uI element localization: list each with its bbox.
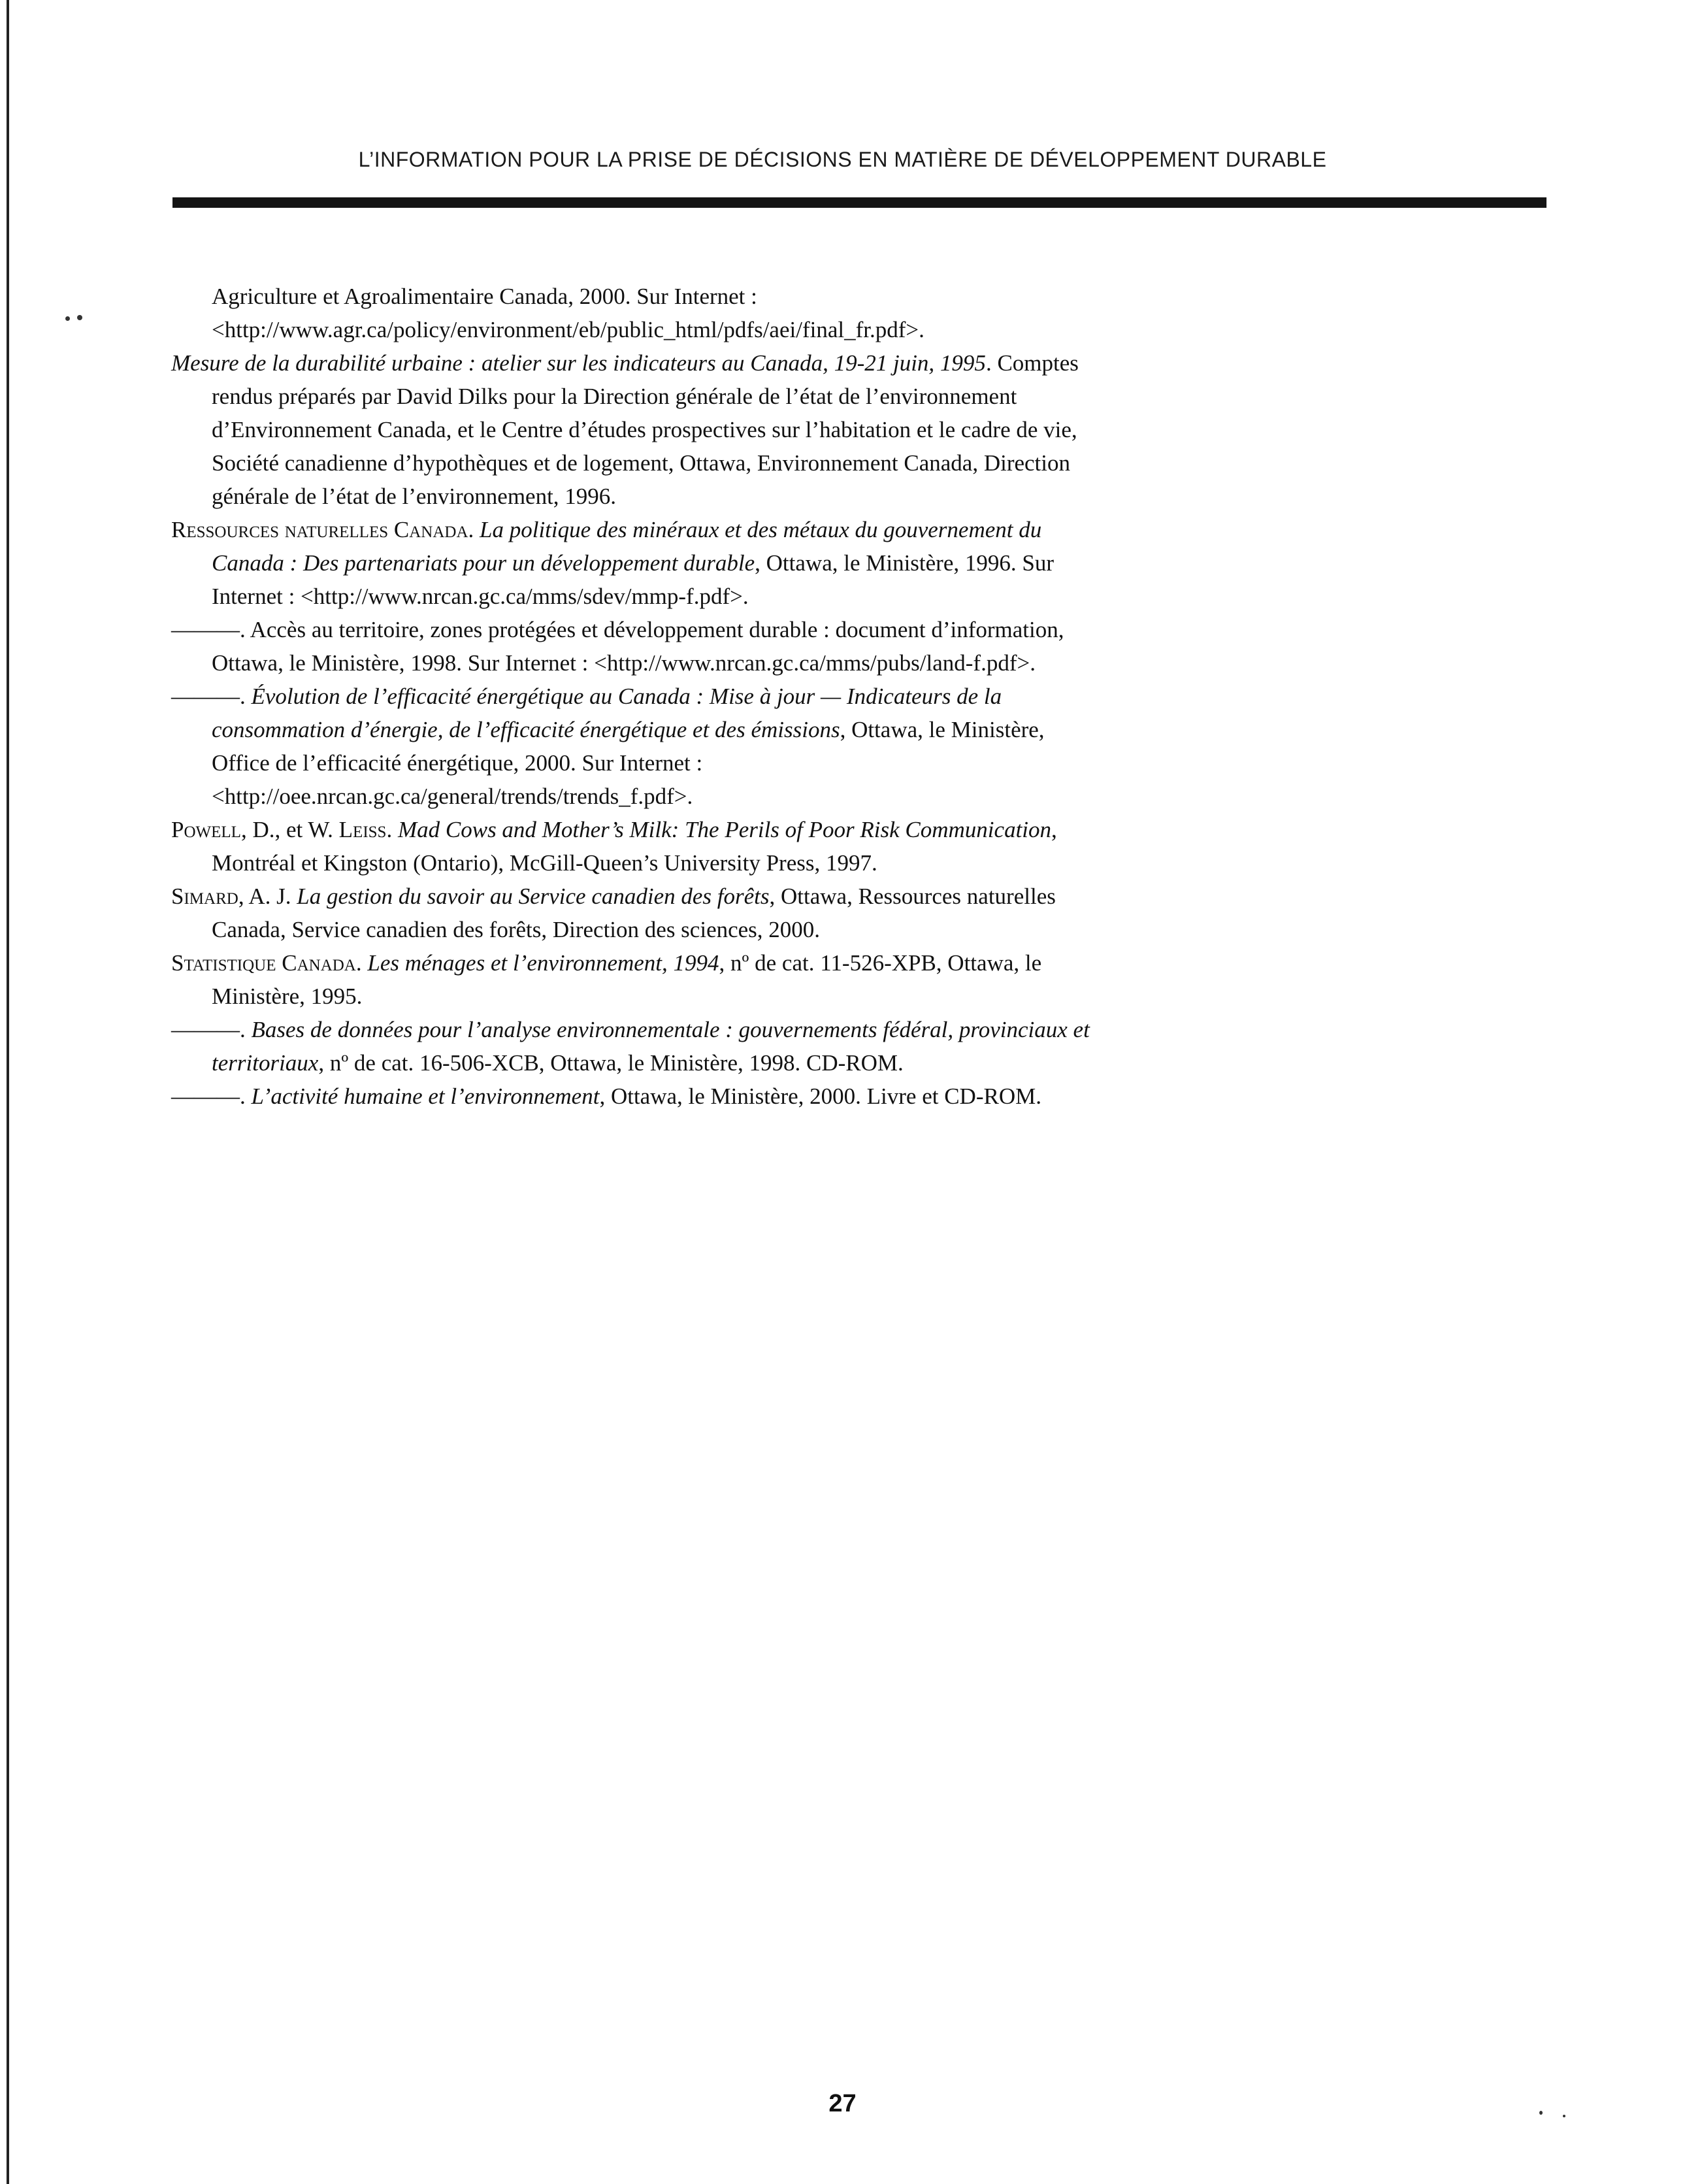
bib-text: , Montréal et Kingston (Ontario), McGill-Queen’s University Press, 1997.	[212, 817, 1057, 876]
bib-title: La gestion du savoir au Service canadien des forêts	[297, 884, 770, 909]
scan-speck	[77, 315, 82, 320]
scan-speck	[1539, 2111, 1543, 2115]
page-number: 27	[828, 2090, 857, 2117]
bib-dash: ———	[171, 1084, 240, 1109]
bib-sep: .	[386, 817, 398, 842]
bib-text: , Ottawa, le Ministère, 2000. Livre et CD-ROM.	[599, 1084, 1041, 1109]
bib-text: , Ottawa, le Ministère, Office de l’efficacité énergétique, 2000. Sur Internet : <http://oee.nrcan.gc.ca/general/trends/trends_f.pdf>.	[212, 717, 1045, 809]
bib-text: , nº de cat. 11-526-XPB, Ottawa, le Ministère, 1995.	[212, 950, 1042, 1009]
bib-text: , A. J.	[238, 884, 297, 909]
bibliography	[171, 280, 1099, 1113]
bib-author: Simard	[171, 884, 238, 909]
bib-sep: .	[240, 684, 252, 709]
bib-entry-powell-leiss	[171, 813, 1099, 880]
bib-title: Mad Cows and Mother’s Milk: The Perils of Poor Risk Communication	[397, 817, 1052, 842]
bib-text: , D., et W.	[240, 817, 339, 842]
bib-author: Powell	[171, 817, 241, 842]
running-header: L’INFORMATION POUR LA PRISE DE DÉCISIONS EN MATIÈRE DE DÉVELOPPEMENT DURABLE	[358, 148, 1327, 171]
bib-sep: .	[240, 1017, 252, 1042]
bib-title: Bases de données pour l’analyse environnementale : gouvernements fédéral, provinciaux et territoriaux	[212, 1017, 1090, 1076]
bib-entry-rncan-acces	[171, 613, 1099, 680]
bib-text: , Ottawa, Ressources naturelles Canada, Service canadien des forêts, Direction des sciences, 2000.	[212, 884, 1056, 942]
bib-title: Évolution de l’efficacité énergétique au Canada : Mise à jour — Indicateurs de la consommation d’énergie, de l’efficacité énergétique et des émissions	[212, 684, 1002, 742]
bib-author: Ressources naturelles Canada	[171, 517, 468, 542]
bib-text: . Comptes rendus préparés par David Dilks pour la Direction générale de l’état de l’environnement d’Environnement Canada, et le Centre d’études prospectives sur l’habitation et le cadre de vie, Société canadienne d’hypothèques et de logement, Ottawa, Environnement Canada, Direction générale de l’état de l’environnement, 1996.	[212, 350, 1079, 509]
bib-entry-statcan-bases	[171, 1013, 1099, 1080]
bib-url: <http://www.agr.ca/policy/environment/eb/public_html/pdfs/aei/final_fr.pdf>.	[212, 317, 924, 342]
bib-text: , nº de cat. 16-506-XCB, Ottawa, le Ministère, 1998. CD-ROM.	[318, 1050, 904, 1076]
bib-author: Leiss	[338, 817, 387, 842]
bib-entry-agriculture	[171, 280, 1099, 346]
bib-sep: .	[355, 950, 368, 976]
header-rule	[172, 197, 1546, 208]
bib-entry-rncan-politique	[171, 513, 1099, 613]
bib-text: , Ottawa, le Ministère, 1996. Sur Internet : <http://www.nrcan.gc.ca/mms/sdev/mmp-f.pdf>.	[212, 550, 1054, 609]
scan-speck	[65, 316, 70, 321]
scan-edge-line	[7, 0, 9, 2184]
bib-entry-simard	[171, 880, 1099, 946]
bib-text: Agriculture et Agroalimentaire Canada, 2000. Sur Internet :	[212, 284, 757, 309]
bib-sep: .	[468, 517, 480, 542]
bib-entry-statcan-menages	[171, 946, 1099, 1013]
bib-text: . Accès au territoire, zones protégées et développement durable : document d’information, Ottawa, le Ministère, 1998. Sur Internet : <http://www.nrcan.gc.ca/mms/pubs/land-f.pdf>.	[212, 617, 1064, 676]
bib-title: L’activité humaine et l’environnement	[251, 1084, 600, 1109]
bib-title: Mesure de la durabilité urbaine : atelier sur les indicateurs au Canada, 19-21 juin, 1995	[171, 350, 986, 376]
bib-dash: ———	[171, 1017, 240, 1042]
bib-entry-statcan-activite	[171, 1080, 1099, 1113]
bib-author: Statistique Canada	[171, 950, 356, 976]
scan-speck	[1563, 2115, 1565, 2117]
bib-entry-rncan-evolution	[171, 680, 1099, 813]
bib-title: Les ménages et l’environnement, 1994	[367, 950, 719, 976]
bib-sep: .	[240, 1084, 252, 1109]
bib-title: La politique des minéraux et des métaux du gouvernement du Canada : Des partenariats pour un développement durable	[212, 517, 1042, 576]
bib-dash: ———	[171, 617, 240, 642]
bib-dash: ———	[171, 684, 240, 709]
bib-entry-mesure-durabilite	[171, 346, 1099, 513]
